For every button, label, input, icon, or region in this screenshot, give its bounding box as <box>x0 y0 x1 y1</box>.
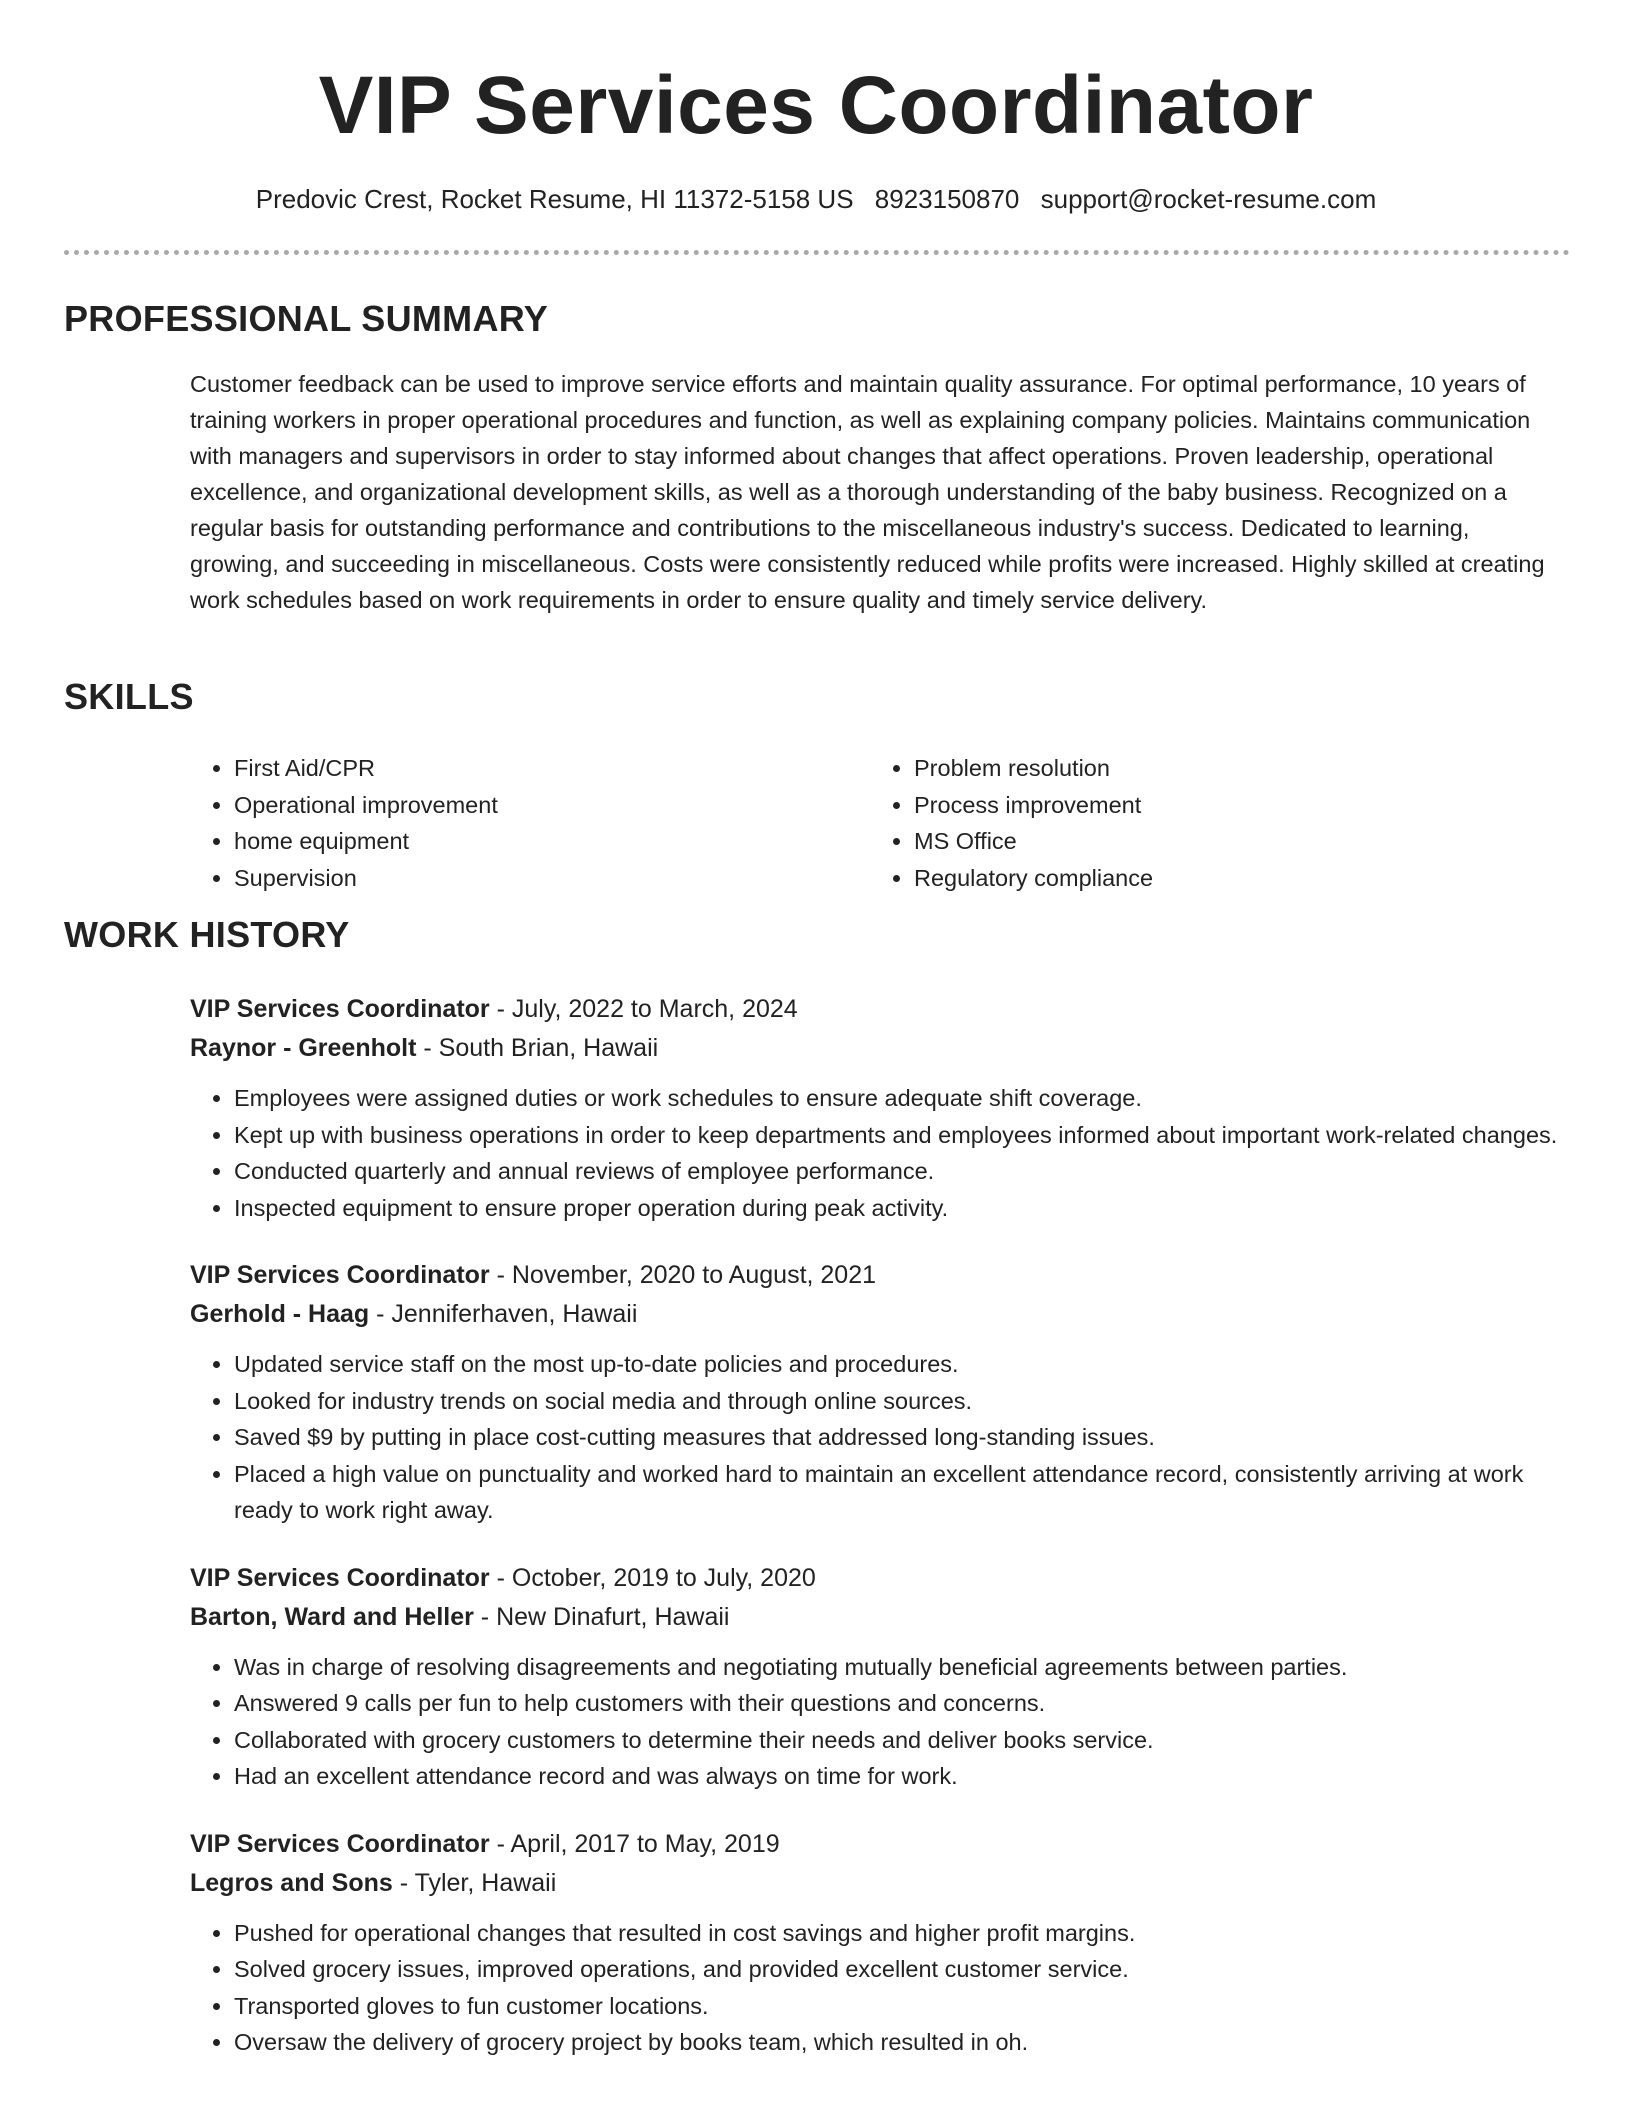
job-company: Raynor - Greenholt <box>190 1034 417 1062</box>
job-bullet: • Oversaw the delivery of grocery project by books team, which resulted in oh. <box>234 2024 1560 2061</box>
skill-item: • MS Office <box>914 823 1550 860</box>
job-bullet: • Placed a high value on punctuality and worked hard to maintain an excellent attendance record, consistently arriving at work ready to work right away. <box>234 1456 1560 1529</box>
job-company-line: Legros and Sons - Tyler, Hawaii <box>190 1868 557 1897</box>
summary-text: Customer feedback can be used to improve service efforts and maintain quality assurance. For optimal performance, 10 years of training workers in proper operational procedures and function, as well as explaining company policies. Maintains communication with managers and supervisors in order to stay informed about changes that affect operations. Proven leadership, operational excellence, and organizational development skills, as well as a thorough understanding of the baby business. Recognized on a regular basis for outstanding performance and contributions to the miscellaneous industry's success. Dedicated to learning, growing, and succeeding in miscellaneous. Costs were consistently reduced while profits were increased. Highly skilled at creating work schedules based on work requirements in order to ensure quality and timely service delivery. <box>190 371 1545 613</box>
job-location: South Brian, Hawaii <box>438 1034 659 1062</box>
job-entry <box>190 1559 1560 1795</box>
job-bullets <box>190 1346 1560 1529</box>
job-company-line: Gerhold - Haag - Jenniferhaven, Hawaii <box>190 1300 638 1328</box>
skill-item: • Regulatory compliance <box>914 860 1550 897</box>
summary-heading: PROFESSIONAL SUMMARY <box>64 298 549 339</box>
job-company-line: Barton, Ward and Heller - New Dinafurt, Hawaii <box>190 1602 730 1631</box>
job-title-line: VIP Services Coordinator - July, 2022 to March, 2024 <box>190 995 798 1023</box>
skill-item: • Process improvement <box>914 787 1550 824</box>
job-dates: April, 2017 to May, 2019 <box>510 1829 780 1858</box>
contact-line <box>0 182 1632 216</box>
job-bullets <box>190 1915 1560 2061</box>
candidate-name: VIP Services Coordinator <box>318 60 1314 151</box>
skill-item: • Supervision <box>234 860 870 897</box>
job-bullet: • Solved grocery issues, improved operations, and provided excellent customer service. <box>234 1951 1560 1988</box>
job-entry <box>190 1256 1560 1529</box>
job-bullet: • Transported gloves to fun customer locations. <box>234 1988 1560 2025</box>
job-bullet: • Inspected equipment to ensure proper operation during peak activity. <box>234 1190 1560 1227</box>
job-company: Gerhold - Haag <box>190 1300 370 1328</box>
skill-item: • Operational improvement <box>234 787 870 824</box>
work-history-list <box>190 990 1560 2091</box>
job-title-line: VIP Services Coordinator - April, 2017 to May, 2019 <box>190 1829 780 1858</box>
job-company: Legros and Sons <box>190 1868 393 1897</box>
resume-header <box>0 0 1632 216</box>
job-role: VIP Services Coordinator <box>190 1829 490 1858</box>
work-history-heading: WORK HISTORY <box>64 914 350 955</box>
job-role: VIP Services Coordinator <box>190 995 490 1023</box>
job-company-line: Raynor - Greenholt - South Brian, Hawaii <box>190 1034 659 1062</box>
job-bullet: • Collaborated with grocery customers to determine their needs and deliver books service. <box>234 1722 1560 1759</box>
job-bullet: • Saved $9 by putting in place cost-cutting measures that addressed long-standing issues. <box>234 1419 1560 1456</box>
header-divider <box>64 250 1570 255</box>
skills-column-right <box>870 750 1550 896</box>
job-bullet: • Answered 9 calls per fun to help customers with their questions and concerns. <box>234 1685 1560 1722</box>
skills-heading: SKILLS <box>64 676 194 717</box>
skill-item: • First Aid/CPR <box>234 750 870 787</box>
job-role: VIP Services Coordinator <box>190 1563 490 1592</box>
job-company: Barton, Ward and Heller <box>190 1602 474 1631</box>
contact-address: Predovic Crest, Rocket Resume, HI 11372-5158 US <box>255 184 854 214</box>
job-title-line: VIP Services Coordinator - October, 2019 to July, 2020 <box>190 1563 816 1592</box>
job-bullet: • Was in charge of resolving disagreements and negotiating mutually beneficial agreements between parties. <box>234 1649 1560 1686</box>
skills-list <box>190 750 1560 896</box>
job-location: Jenniferhaven, Hawaii <box>391 1300 638 1328</box>
skill-item: • home equipment <box>234 823 870 860</box>
job-dates: October, 2019 to July, 2020 <box>511 1563 816 1592</box>
skill-item: • Problem resolution <box>914 750 1550 787</box>
job-bullet: • Kept up with business operations in order to keep departments and employees informed about important work-related changes. <box>234 1117 1560 1154</box>
job-location: Tyler, Hawaii <box>414 1868 557 1897</box>
job-bullet: • Had an excellent attendance record and was always on time for work. <box>234 1758 1560 1795</box>
job-dates: July, 2022 to March, 2024 <box>511 995 798 1023</box>
contact-email: support@rocket-resume.com <box>1040 184 1377 214</box>
job-role: VIP Services Coordinator <box>190 1261 490 1289</box>
job-bullet: • Conducted quarterly and annual reviews of employee performance. <box>234 1153 1560 1190</box>
job-bullet: • Looked for industry trends on social media and through online sources. <box>234 1383 1560 1420</box>
job-bullets <box>190 1080 1560 1226</box>
job-title-line: VIP Services Coordinator - November, 2020 to August, 2021 <box>190 1261 877 1289</box>
job-bullet: • Updated service staff on the most up-to-date policies and procedures. <box>234 1346 1560 1383</box>
job-entry <box>190 1825 1560 2061</box>
job-entry <box>190 990 1560 1226</box>
job-bullets <box>190 1649 1560 1795</box>
job-bullet: • Pushed for operational changes that resulted in cost savings and higher profit margins. <box>234 1915 1560 1952</box>
job-bullet: • Employees were assigned duties or work schedules to ensure adequate shift coverage. <box>234 1080 1560 1117</box>
skills-column-left <box>190 750 870 896</box>
contact-phone: 8923150870 <box>874 184 1020 214</box>
job-location: New Dinafurt, Hawaii <box>496 1602 730 1631</box>
job-dates: November, 2020 to August, 2021 <box>511 1261 877 1289</box>
